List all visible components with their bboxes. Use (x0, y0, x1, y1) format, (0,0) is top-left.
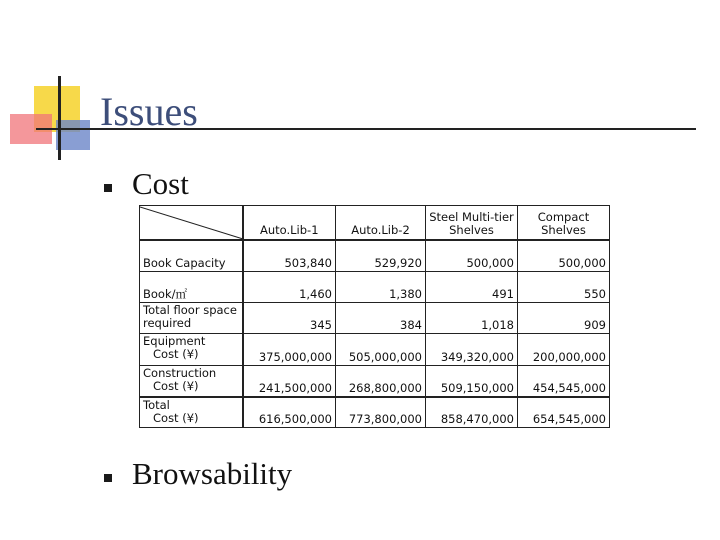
table-row (140, 366, 610, 397)
decor-blue-square (56, 120, 90, 150)
table-cell: 241,500,000 (243, 366, 336, 397)
table-cell: 384 (336, 303, 426, 334)
table-cell: 500,000 (426, 240, 518, 272)
table-row (140, 303, 610, 334)
table-cell: 268,800,000 (336, 366, 426, 397)
table-cell: 505,000,000 (336, 334, 426, 366)
column-header-line: Shelves (541, 222, 586, 237)
table-cell: 616,500,000 (243, 397, 336, 428)
row-label-line: Total (143, 397, 170, 412)
column-header-line: Steel Multi-tier (429, 209, 514, 224)
table-row (140, 240, 610, 272)
row-label (140, 366, 243, 397)
cost-comparison-table (139, 205, 610, 428)
table-cell: 491 (426, 272, 518, 303)
table-cell: 345 (243, 303, 336, 334)
table-cell: 1,380 (336, 272, 426, 303)
column-header-line: Auto.Lib-2 (351, 222, 410, 237)
row-label (140, 272, 243, 303)
bullet-cost-text: Cost (132, 166, 189, 201)
table-cell: 654,545,000 (518, 397, 610, 428)
table-corner-cell (140, 206, 243, 240)
table-cell: 858,470,000 (426, 397, 518, 428)
table-cell: 500,000 (518, 240, 610, 272)
row-label-line: Construction (143, 366, 217, 380)
table-cell: 1,018 (426, 303, 518, 334)
table-cell: 529,920 (336, 240, 426, 272)
table-row (140, 272, 610, 303)
table-cell: 200,000,000 (518, 334, 610, 366)
bullet-browsability (104, 456, 292, 492)
row-label (140, 334, 243, 366)
table-cell: 909 (518, 303, 610, 334)
bullet-browsability-text: Browsability (132, 456, 293, 491)
table-cell: 550 (518, 272, 610, 303)
table-cell: 503,840 (243, 240, 336, 272)
table-cell: 509,150,000 (426, 366, 518, 397)
slide-title: Issues (100, 89, 198, 134)
row-label-line: Cost (¥) (153, 347, 199, 361)
table-cell: 454,545,000 (518, 366, 610, 397)
column-header (243, 206, 336, 240)
row-label-line: Equipment (143, 334, 206, 348)
row-label (140, 397, 243, 428)
table-row (140, 334, 610, 366)
bullet-square-icon (104, 184, 112, 192)
column-header (518, 206, 610, 240)
table-cell: 773,800,000 (336, 397, 426, 428)
decor-vertical-line (58, 76, 61, 160)
row-label-line: Cost (¥) (153, 410, 199, 425)
row-label (140, 303, 243, 334)
table-cell: 349,320,000 (426, 334, 518, 366)
column-header-line: Compact (537, 209, 590, 224)
corner-diagonal (140, 206, 243, 240)
column-header (336, 206, 426, 240)
table-cell: 1,460 (243, 272, 336, 303)
row-label-line: Book/㎡ (143, 287, 187, 301)
column-header-line: Auto.Lib-1 (259, 222, 319, 237)
row-label-line: Book Capacity (143, 256, 226, 270)
table-row-total (140, 397, 610, 428)
row-label-line: Total floor space (143, 303, 237, 317)
row-label-line: Cost (¥) (153, 379, 199, 393)
row-label-line: required (143, 316, 192, 330)
column-header-line: Shelves (449, 222, 494, 237)
table-header-row (140, 206, 610, 240)
column-header (426, 206, 518, 240)
bullet-cost (104, 166, 189, 202)
table-cell: 375,000,000 (243, 334, 336, 366)
row-label (140, 240, 243, 272)
bullet-square-icon (104, 474, 112, 482)
